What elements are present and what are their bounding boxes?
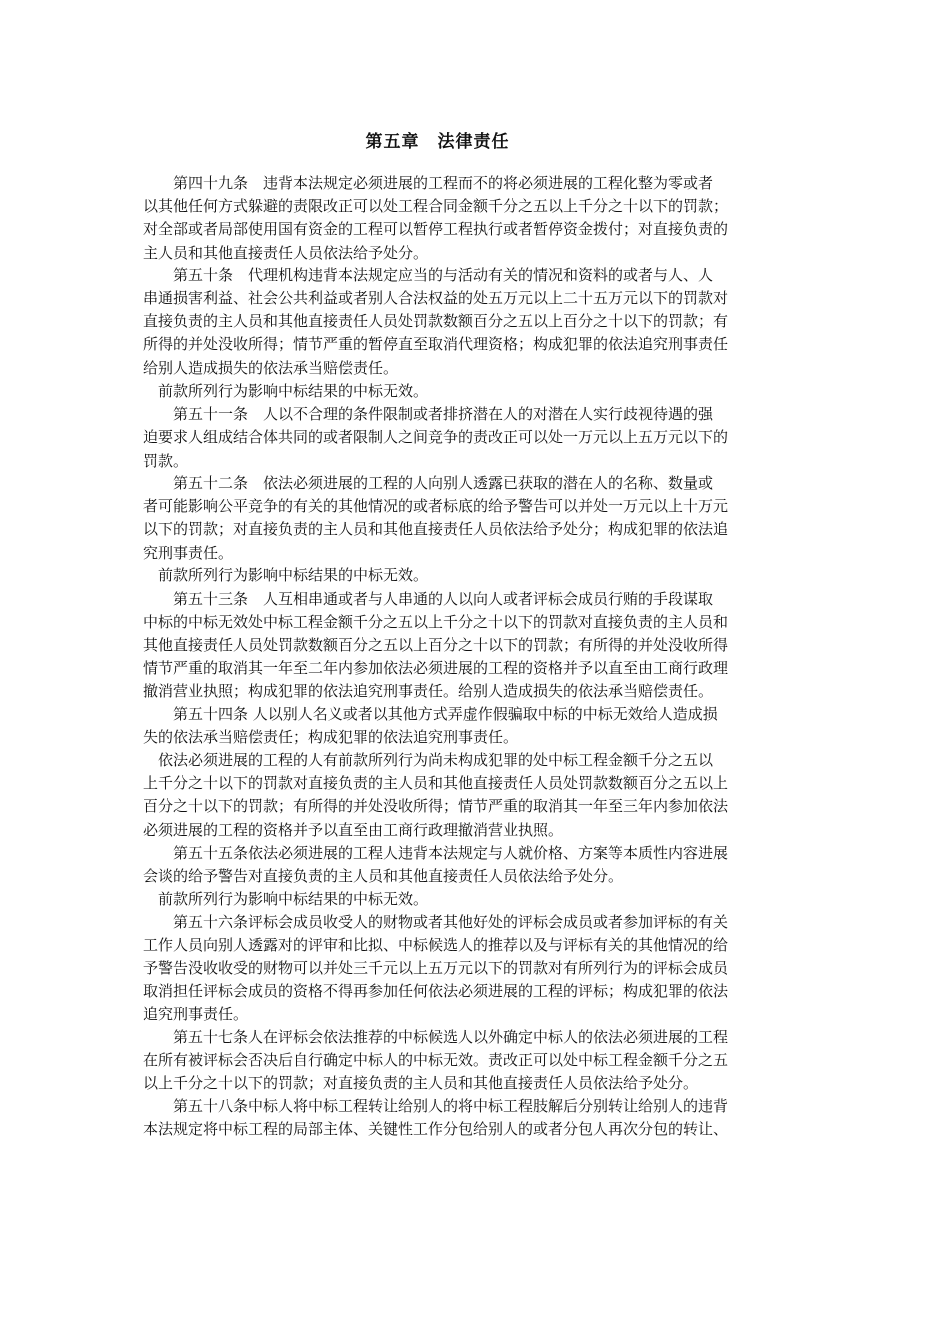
text-line: 以下的罚款；对直接负责的主人员和其他直接责任人员依法给予处分；构成犯罪的依法追 <box>143 520 729 538</box>
text-line: 第五十一条 人以不合理的条件限制或者排挤潜在人的对潜在人实行歧视待遇的强 <box>143 405 714 423</box>
text-line: 工作人员向别人透露对的评审和比拟、中标候选人的推荐以及与评标有关的其他情况的给 <box>143 936 729 954</box>
text-line: 其他直接责任人员处罚款数额百分之五以上百分之十以下的罚款；有所得的并处没收所得 <box>143 636 729 654</box>
text-line: 所得的并处没收所得；情节严重的暂停直至取消代理资格；构成犯罪的依法追究刑事责任 <box>143 335 729 353</box>
text-line: 予警告没收收受的财物可以并处三千元以上五万元以下的罚款对有所列行为的评标会成员 <box>143 959 729 977</box>
text-line: 前款所列行为影响中标结果的中标无效。 <box>143 890 429 908</box>
text-line: 中标的中标无效处中标工程金额千分之五以上千分之十以下的罚款对直接负责的主人员和 <box>143 613 729 631</box>
chapter-title: 第五章 法律责任 <box>365 132 510 152</box>
text-line: 直接负责的主人员和其他直接责任人员处罚款数额百分之五以上百分之十以下的罚款；有 <box>143 312 729 330</box>
text-line: 前款所列行为影响中标结果的中标无效。 <box>143 382 429 400</box>
text-line: 究刑事责任。 <box>143 544 234 562</box>
text-line: 主人员和其他直接责任人员依法给予处分。 <box>143 244 429 262</box>
text-line: 追究刑事责任。 <box>143 1005 249 1023</box>
text-line: 百分之十以下的罚款；有所得的并处没收所得；情节严重的取消其一年至三年内参加依法 <box>143 797 729 815</box>
text-line: 第四十九条 违背本法规定必须进展的工程而不的将必须进展的工程化整为零或者 <box>143 174 714 192</box>
text-line: 第五十四条 人以别人名义或者以其他方式弄虚作假骗取中标的中标无效给人造成损 <box>143 705 718 723</box>
text-line: 以其他任何方式躲避的责限改正可以处工程合同金额千分之五以上千分之十以下的罚款； <box>143 197 729 215</box>
text-line: 给别人造成损失的依法承当赔偿责任。 <box>143 359 399 377</box>
text-line: 在所有被评标会否决后自行确定中标人的中标无效。责改正可以处中标工程金额千分之五 <box>143 1051 729 1069</box>
text-line: 以上千分之十以下的罚款；对直接负责的主人员和其他直接责任人员依法给予处分。 <box>143 1074 699 1092</box>
text-line: 失的依法承当赔偿责任；构成犯罪的依法追究刑事责任。 <box>143 728 519 746</box>
text-line: 对全部或者局部使用国有资金的工程可以暂停工程执行或者暂停资金拨付；对直接负责的 <box>143 220 729 238</box>
text-line: 上千分之十以下的罚款对直接负责的主人员和其他直接责任人员处罚款数额百分之五以上 <box>143 774 729 792</box>
text-line: 取消担任评标会成员的资格不得再参加任何依法必须进展的工程的评标；构成犯罪的依法 <box>143 982 729 1000</box>
text-line: 者可能影响公平竞争的有关的其他情况的或者标底的给予警告可以并处一万元以上十万元 <box>143 497 729 515</box>
text-line: 串通损害利益、社会公共利益或者别人合法权益的处五万元以上二十五万元以下的罚款对 <box>143 289 729 307</box>
text-line: 第五十条 代理机构违背本法规定应当的与活动有关的情况和资料的或者与人、人 <box>143 266 714 284</box>
text-line: 情节严重的取消其一年至二年内参加依法必须进展的工程的资格并予以直至由工商行政理 <box>143 659 729 677</box>
text-line: 第五十八条中标人将中标工程转让给别人的将中标工程肢解后分别转让给别人的违背 <box>143 1097 729 1115</box>
text-line: 第五十三条 人互相串通或者与人串通的人以向人或者评标会成员行贿的手段谋取 <box>143 590 714 608</box>
text-line: 迫要求人组成结合体共同的或者限制人之间竞争的责改正可以处一万元以上五万元以下的 <box>143 428 729 446</box>
text-line: 必须进展的工程的资格并予以直至由工商行政理撤消营业执照。 <box>143 821 564 839</box>
text-line: 会谈的给予警告对直接负责的主人员和其他直接责任人员依法给予处分。 <box>143 867 624 885</box>
text-line: 本法规定将中标工程的局部主体、关键性工作分包给别人的或者分包人再次分包的转让、 <box>143 1120 729 1138</box>
text-line: 撤消营业执照；构成犯罪的依法追究刑事责任。给别人造成损失的依法承当赔偿责任。 <box>143 682 714 700</box>
text-line: 前款所列行为影响中标结果的中标无效。 <box>143 566 429 584</box>
text-line: 第五十二条 依法必须进展的工程的人向别人透露已获取的潜在人的名称、数量或 <box>143 474 714 492</box>
text-line: 第五十七条人在评标会依法推荐的中标候选人以外确定中标人的依法必须进展的工程 <box>143 1028 729 1046</box>
text-line: 依法必须进展的工程的人有前款所列行为尚未构成犯罪的处中标工程金额千分之五以 <box>143 751 714 769</box>
text-line: 罚款。 <box>143 452 189 470</box>
text-line: 第五十六条评标会成员收受人的财物或者其他好处的评标会成员或者参加评标的有关 <box>143 913 729 931</box>
text-line: 第五十五条依法必须进展的工程人违背本法规定与人就价格、方案等本质性内容进展 <box>143 844 729 862</box>
